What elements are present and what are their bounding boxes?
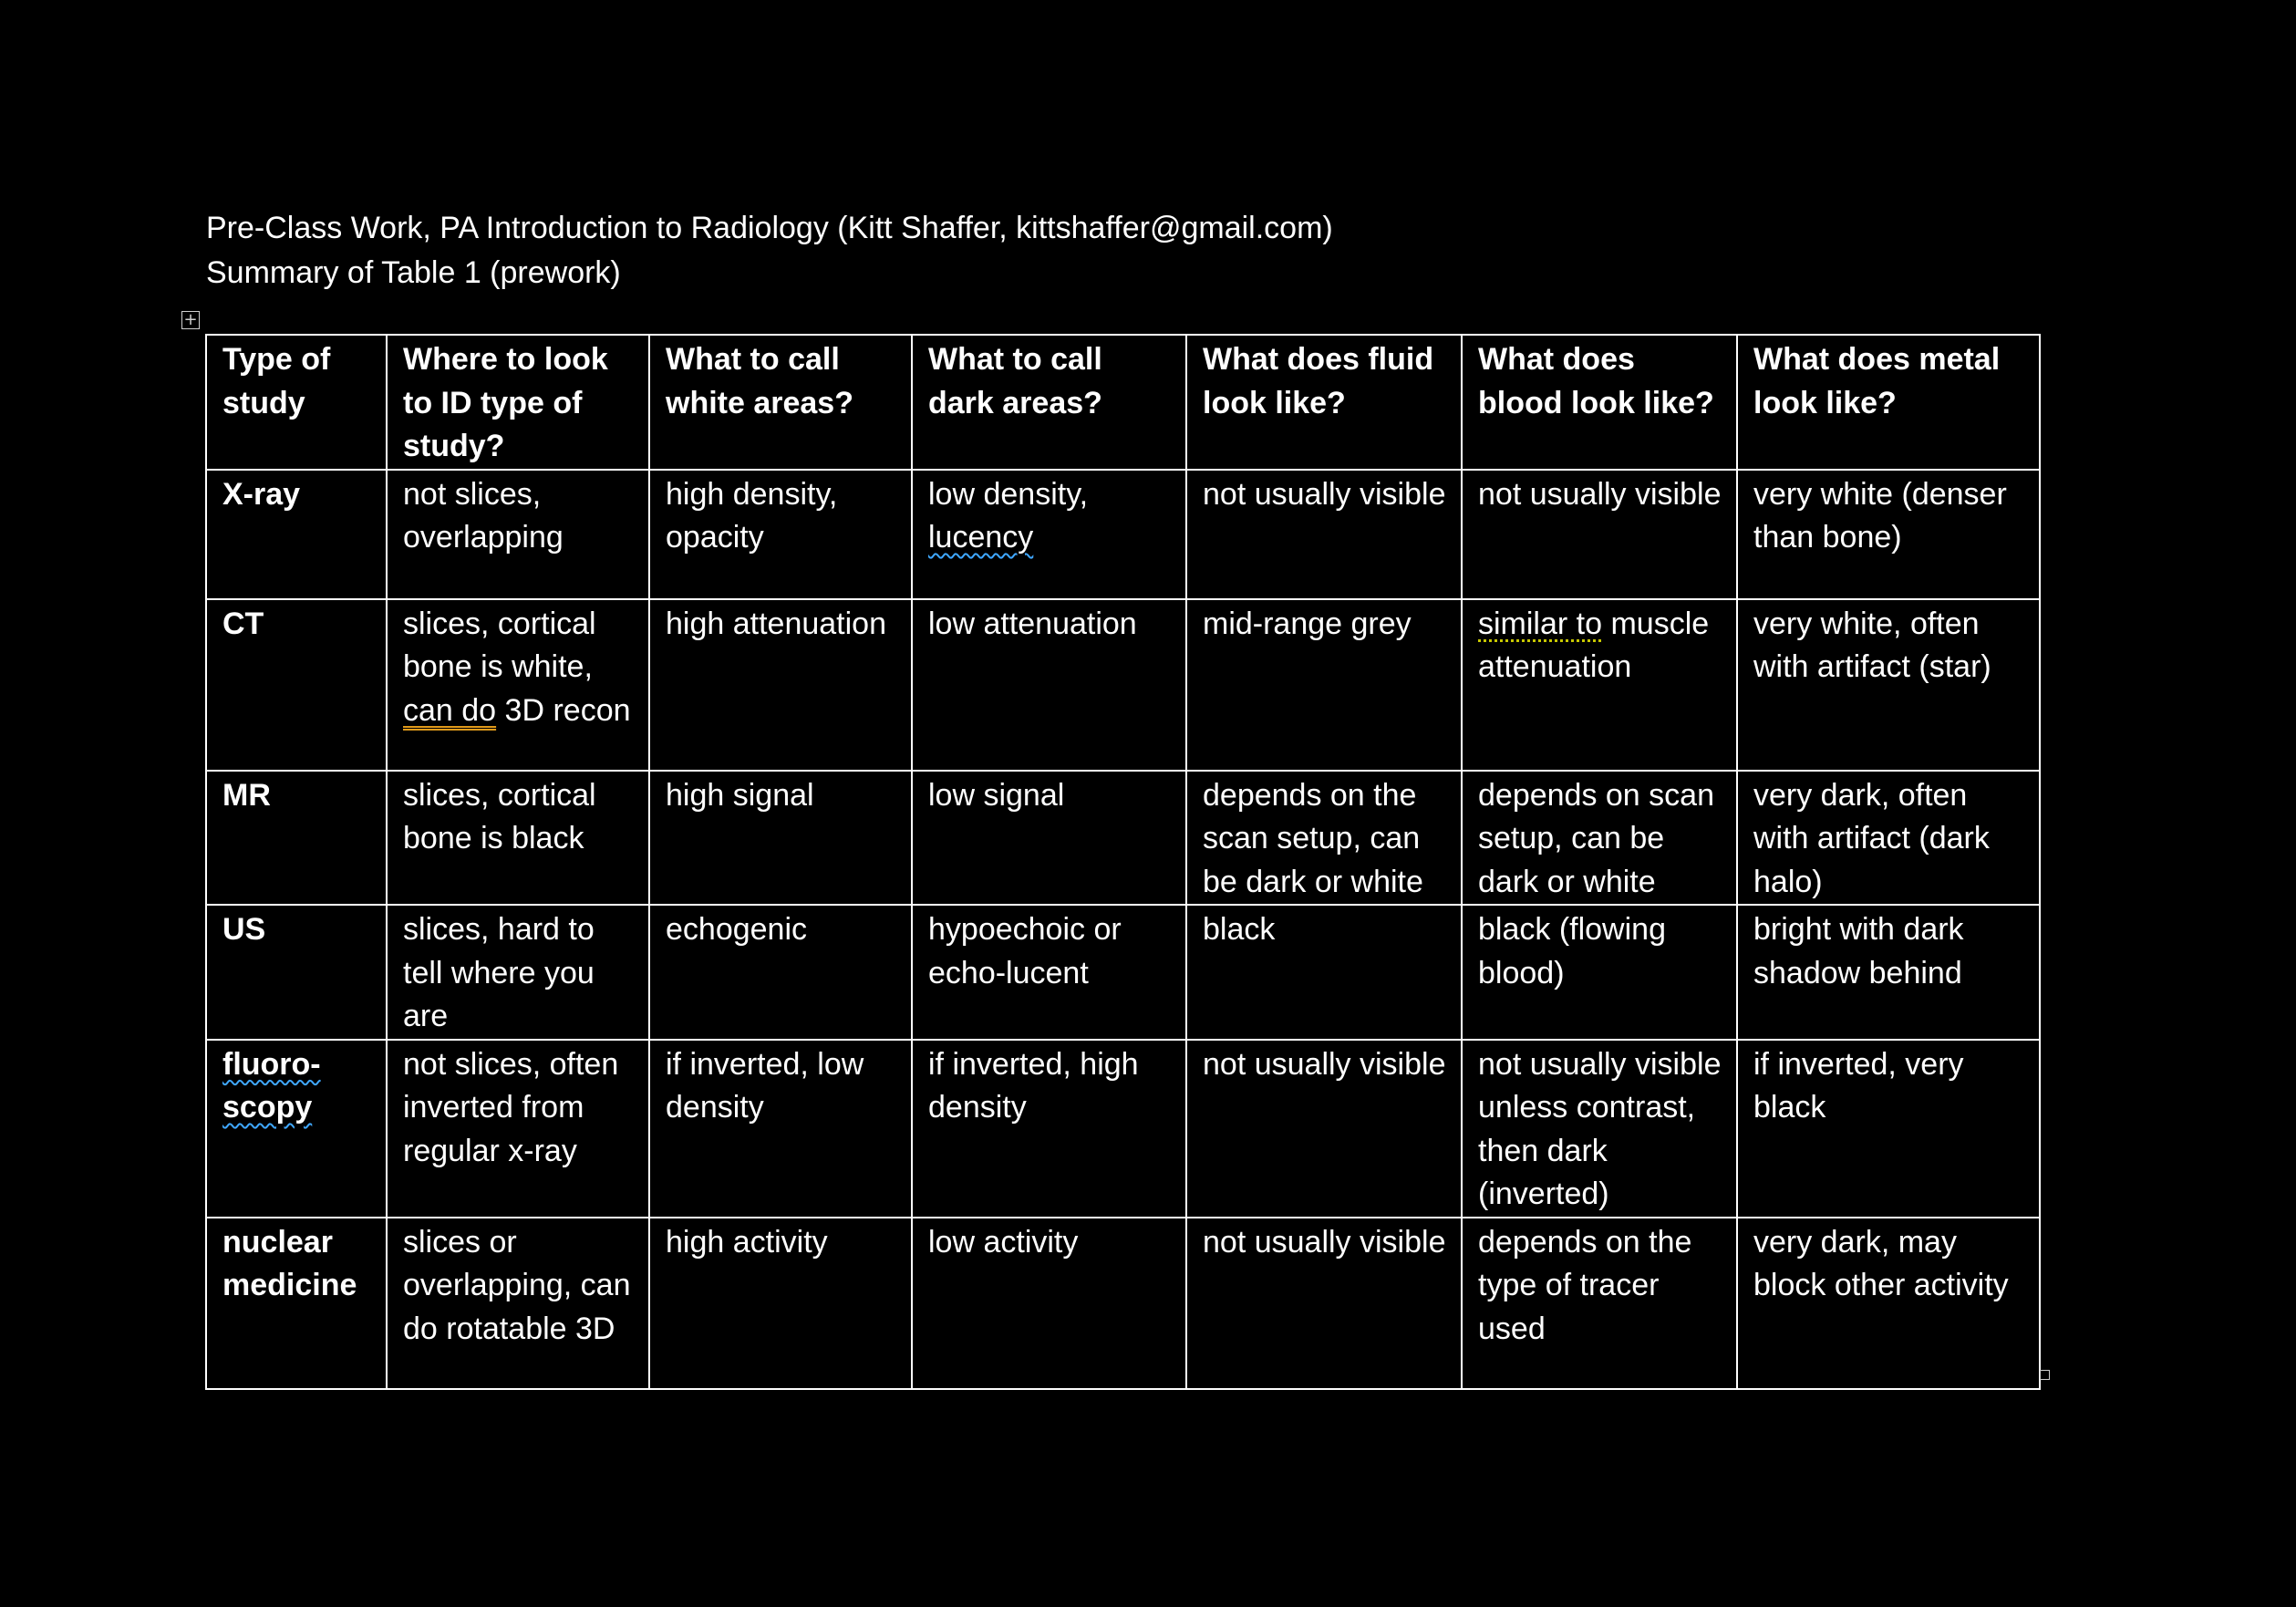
header-cell[interactable]: Type of study bbox=[206, 335, 387, 470]
table-row-ct bbox=[206, 599, 2040, 771]
table-cell[interactable]: mid-range grey bbox=[1186, 599, 1462, 771]
table-row-us bbox=[206, 905, 2040, 1040]
table-cell[interactable]: depends on the scan setup, can be dark or white bbox=[1186, 771, 1462, 906]
resize-handle-icon[interactable] bbox=[2040, 1370, 2050, 1380]
table-cell[interactable]: black bbox=[1186, 905, 1462, 1040]
table-cell[interactable]: low signal bbox=[912, 771, 1186, 906]
spellcheck-marked-word: fluoro- bbox=[222, 1046, 321, 1082]
table-cell[interactable]: slices, hard to tell where you are bbox=[387, 905, 649, 1040]
table-cell[interactable]: if inverted, low density bbox=[649, 1040, 912, 1218]
table-cell[interactable]: echogenic bbox=[649, 905, 912, 1040]
document-title: Pre-Class Work, PA Introduction to Radiology (Kitt Shaffer, kittshaffer@gmail.com) bbox=[206, 211, 1333, 245]
study-type-cell[interactable]: MR bbox=[206, 771, 387, 906]
table-cell[interactable]: high density, opacity bbox=[649, 470, 912, 599]
study-type-cell[interactable]: nuclear medicine bbox=[206, 1218, 387, 1389]
table-cell[interactable]: not slices, often inverted from regular x-ray bbox=[387, 1040, 649, 1218]
cell-text: slices, cortical bone is white, bbox=[403, 606, 596, 684]
grammar-marked-phrase[interactable]: similar to bbox=[1478, 606, 1603, 641]
table-cell[interactable]: high signal bbox=[649, 771, 912, 906]
study-type-cell[interactable] bbox=[206, 1040, 387, 1218]
document-subtitle: Summary of Table 1 (prework) bbox=[206, 255, 621, 290]
table-cell[interactable]: depends on the type of tracer used bbox=[1462, 1218, 1737, 1389]
header-cell[interactable]: What to call white areas? bbox=[649, 335, 912, 470]
table-cell[interactable]: not usually visible bbox=[1186, 1040, 1462, 1218]
table-cell[interactable]: slices, cortical bone is black bbox=[387, 771, 649, 906]
study-type-cell[interactable]: CT bbox=[206, 599, 387, 771]
table-cell[interactable]: depends on scan setup, can be dark or white bbox=[1462, 771, 1737, 906]
header-cell[interactable]: What does metal look like? bbox=[1737, 335, 2040, 470]
table-cell[interactable]: low activity bbox=[912, 1218, 1186, 1389]
table-cell[interactable] bbox=[387, 599, 649, 771]
header-cell[interactable]: What does fluid look like? bbox=[1186, 335, 1462, 470]
cell-text: low density, bbox=[928, 476, 1089, 512]
table-cell[interactable]: bright with dark shadow behind bbox=[1737, 905, 2040, 1040]
table-cell[interactable]: very dark, may block other activity bbox=[1737, 1218, 2040, 1389]
table-cell[interactable]: low attenuation bbox=[912, 599, 1186, 771]
table-cell[interactable] bbox=[912, 470, 1186, 599]
radiology-summary-table bbox=[205, 334, 2041, 1390]
table-cell[interactable]: very dark, often with artifact (dark halo) bbox=[1737, 771, 2040, 906]
table-cell[interactable]: hypoechoic or echo-lucent bbox=[912, 905, 1186, 1040]
cell-text: muscle attenuation bbox=[1478, 606, 1710, 684]
table-row-xray bbox=[206, 470, 2040, 599]
table-cell[interactable]: not usually visible bbox=[1186, 470, 1462, 599]
study-type-cell[interactable]: X-ray bbox=[206, 470, 387, 599]
table-cell[interactable]: very white, often with artifact (star) bbox=[1737, 599, 2040, 771]
table-row-fluoroscopy bbox=[206, 1040, 2040, 1218]
table-row-mr bbox=[206, 771, 2040, 906]
table-cell[interactable]: not slices, overlapping bbox=[387, 470, 649, 599]
style-marked-phrase[interactable]: can do bbox=[403, 692, 497, 728]
table-cell[interactable]: not usually visible bbox=[1462, 470, 1737, 599]
header-cell[interactable]: What to call dark areas? bbox=[912, 335, 1186, 470]
header-cell[interactable]: What does blood look like? bbox=[1462, 335, 1737, 470]
cell-text: 3D recon bbox=[504, 692, 631, 728]
table-cell[interactable]: high activity bbox=[649, 1218, 912, 1389]
table-cell[interactable]: not usually visible bbox=[1186, 1218, 1462, 1389]
table-cell[interactable]: black (flowing blood) bbox=[1462, 905, 1737, 1040]
move-handle-icon[interactable]: + bbox=[181, 311, 200, 329]
table-cell[interactable]: slices or overlapping, can do rotatable 3D bbox=[387, 1218, 649, 1389]
spellcheck-marked-word[interactable]: lucency bbox=[928, 520, 1034, 555]
spellcheck-marked-word: scopy bbox=[222, 1090, 313, 1125]
header-cell[interactable]: Where to look to ID type of study? bbox=[387, 335, 649, 470]
table-cell[interactable]: if inverted, very black bbox=[1737, 1040, 2040, 1218]
table-cell[interactable]: not usually visible unless contrast, then dark (inverted) bbox=[1462, 1040, 1737, 1218]
table-cell[interactable] bbox=[1462, 599, 1737, 771]
table-cell[interactable]: if inverted, high density bbox=[912, 1040, 1186, 1218]
table-row-nuclear-medicine bbox=[206, 1218, 2040, 1389]
table-header-row bbox=[206, 335, 2040, 470]
document-header bbox=[206, 206, 1333, 295]
table-cell[interactable]: very white (denser than bone) bbox=[1737, 470, 2040, 599]
table-cell[interactable]: high attenuation bbox=[649, 599, 912, 771]
study-type-cell[interactable]: US bbox=[206, 905, 387, 1040]
